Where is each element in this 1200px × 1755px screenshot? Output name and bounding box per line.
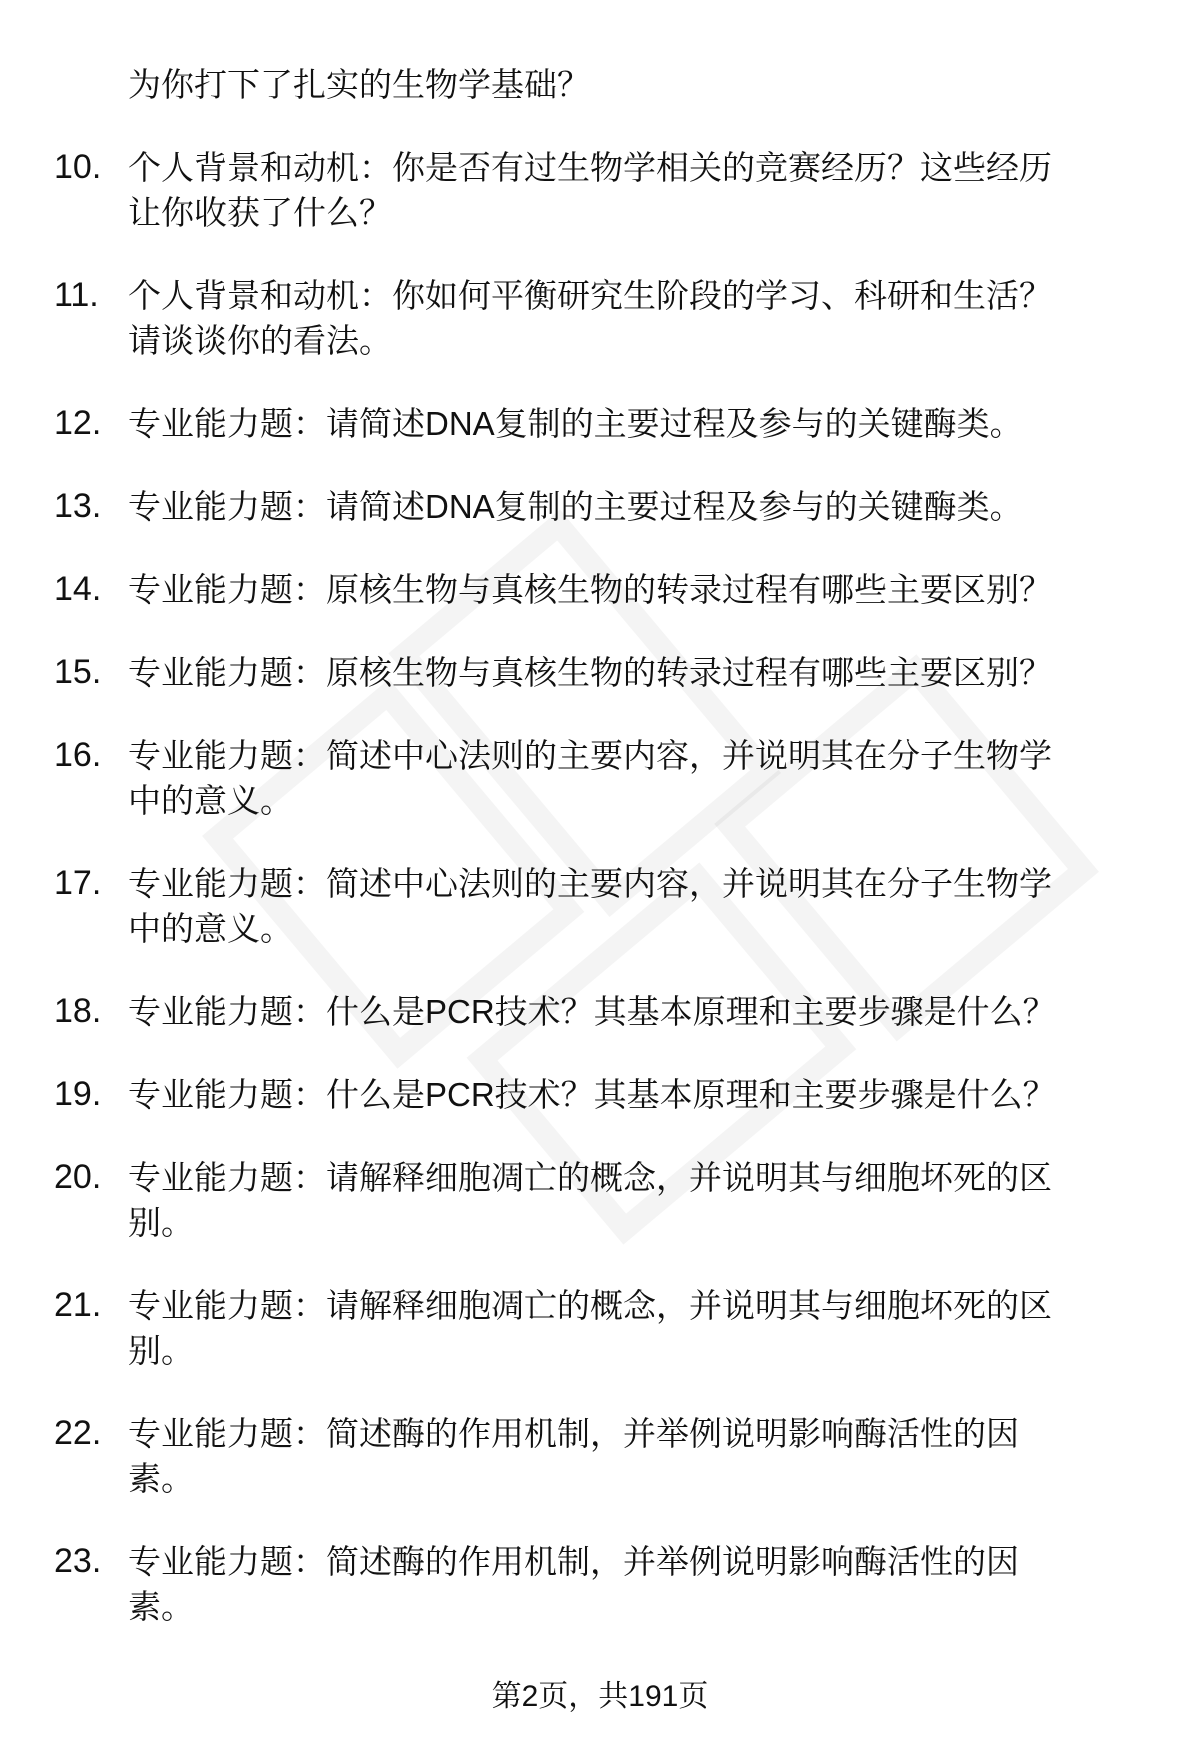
list-item: [0, 1155, 1200, 1245]
list-item: [0, 861, 1200, 951]
item-text-line: 别。: [128, 1204, 194, 1241]
item-text-line: 为你打下了扎实的生物学基础？: [128, 66, 590, 103]
list-item: [0, 273, 1200, 363]
item-text-line: 专业能力题：什么是PCR技术？其基本原理和主要步骤是什么？: [128, 1076, 1056, 1113]
list-item: [0, 484, 1200, 529]
item-number: 13.: [54, 487, 102, 525]
item-text-line: 专业能力题：请简述DNA复制的主要过程及参与的关键酶类。: [128, 488, 1023, 525]
item-number: 21.: [54, 1286, 102, 1324]
item-number: 17.: [54, 864, 102, 902]
item-number: 19.: [54, 1075, 102, 1113]
item-text-line: 中的意义。: [128, 910, 293, 947]
item-text-line: 专业能力题：原核生物与真核生物的转录过程有哪些主要区别？: [128, 654, 1052, 691]
item-number: 14.: [54, 570, 102, 608]
item-text-line: 专业能力题：简述中心法则的主要内容，并说明其在分子生物学: [128, 865, 1052, 902]
item-text-line: 素。: [128, 1460, 194, 1497]
item-number: 18.: [54, 992, 102, 1030]
list-item: [0, 401, 1200, 446]
item-text-line: 请谈谈你的看法。: [128, 322, 392, 359]
item-number: 11.: [54, 276, 99, 314]
item-text-line: 专业能力题：原核生物与真核生物的转录过程有哪些主要区别？: [128, 571, 1052, 608]
item-text-line: 专业能力题：什么是PCR技术？其基本原理和主要步骤是什么？: [128, 993, 1056, 1030]
list-item: [0, 1072, 1200, 1117]
item-text-line: 素。: [128, 1588, 194, 1625]
item-text-line: 专业能力题：简述中心法则的主要内容，并说明其在分子生物学: [128, 737, 1052, 774]
item-text-line: 专业能力题：简述酶的作用机制，并举例说明影响酶活性的因: [128, 1415, 1019, 1452]
list-item: [0, 989, 1200, 1034]
item-text-line: 个人背景和动机：你是否有过生物学相关的竞赛经历？这些经历: [128, 149, 1052, 186]
page-number: 第2页，共191页: [491, 1680, 709, 1713]
item-text-line: 中的意义。: [128, 782, 293, 819]
item-text-line: 让你收获了什么？: [128, 194, 392, 231]
item-text-line: 专业能力题：请简述DNA复制的主要过程及参与的关键酶类。: [128, 405, 1023, 442]
list-item: [0, 733, 1200, 823]
item-number: 20.: [54, 1158, 102, 1196]
list-item: [0, 650, 1200, 695]
list-item: [0, 567, 1200, 612]
list-item: [0, 1411, 1200, 1501]
item-text-line: 专业能力题：简述酶的作用机制，并举例说明影响酶活性的因: [128, 1543, 1019, 1580]
item-number: 10.: [54, 148, 102, 186]
list-item-continuation: [0, 62, 1200, 107]
item-number: 15.: [54, 653, 102, 691]
item-text-line: 专业能力题：请解释细胞凋亡的概念，并说明其与细胞坏死的区: [128, 1287, 1052, 1324]
question-list: [0, 62, 1200, 1667]
item-number: 12.: [54, 404, 102, 442]
item-text-line: 专业能力题：请解释细胞凋亡的概念，并说明其与细胞坏死的区: [128, 1159, 1052, 1196]
item-number: 16.: [54, 736, 102, 774]
list-item: [0, 1539, 1200, 1629]
list-item: [0, 145, 1200, 235]
item-text-line: 个人背景和动机：你如何平衡研究生阶段的学习、科研和生活？: [128, 277, 1052, 314]
list-item: [0, 1283, 1200, 1373]
item-number: 23.: [54, 1542, 102, 1580]
item-number: 22.: [54, 1414, 102, 1452]
item-text-line: 别。: [128, 1332, 194, 1369]
